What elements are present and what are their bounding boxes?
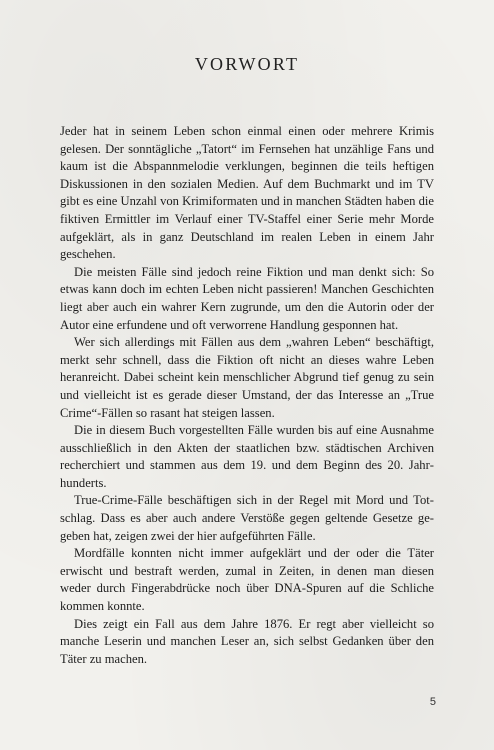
paragraph-7: Dies zeigt ein Fall aus dem Jahre 1876. Er regt aber vielleicht so manche Leserin und manchen Leser an, sich selbst Gedanken über den Täter zu machen. xyxy=(60,616,434,666)
paragraph-2: Die meisten Fälle sind jedoch reine Fiktion und man denkt sich: So etwas kann doch im echten Leben nicht passieren! Manchen Geschichten liegt aber auch ein wahrer Kern zugrunde, um den die Autorin oder der Autor eine erfundene und oft verworrene Handlung gesponnen hat. xyxy=(60,264,434,332)
preface-body xyxy=(60,123,434,668)
paragraph-3: Wer sich allerdings mit Fällen aus dem „wahren Leben“ beschäftigt, merkt sehr schnell, dass die Fiktion oft nicht an dieses wahre Leben heranreicht. Dabei scheint kein menschlicher Abgrund tief genug zu sein und vielleicht ist es gerade dieser Umstand, der das Interesse an „True Crime“-Fällen so rasant hat steigen lassen. xyxy=(60,335,434,420)
page-title: VORWORT xyxy=(194,54,300,74)
paragraph-4: Die in diesem Buch vorgestellten Fälle wurden bis auf eine Ausnahme ausschließlich in den Akten der staatlichen bzw. städtischen Archiven recherchiert und stammen aus dem 19. und dem Beginn des 20. Jahrhunderts. xyxy=(60,423,434,490)
paragraph-6: Mordfälle konnten nicht immer aufgeklärt und der oder die Täter erwischt und bestraft werden, zumal in Zeiten, in denen man diesen weder durch Fingerabdrücke noch über DNA-Spuren auf die Schliche kommen konnte. xyxy=(60,546,434,614)
page-number: 5 xyxy=(429,696,436,708)
paragraph-1: Jeder hat in seinem Leben schon einmal einen oder mehrere Krimis gelesen. Der sonntägliche „Tatort“ im Fernsehen hat unzählige Fans und kaum ist die Abspannmelodie verklungen, beginnen die teils heftigen Diskussionen in den sozialen Medien. Auf dem Buchmarkt und im TV gibt es eine Unzahl von Krimiformaten und in manchen Städten haben die fiktiven Ermittler im Verlauf einer TV-Staffel einer Serie mehr Morde aufgeklärt, als in ganz Deutschland im realen Leben in einem Jahr geschehen. xyxy=(60,124,434,262)
paragraph-5: True-Crime-Fälle beschäftigen sich in der Regel mit Mord und Totschlag. Dass es aber auch andere Verstöße gegen geltende Gesetze gegeben hat, zeigen zwei der hier aufgeführten Fälle. xyxy=(60,493,434,543)
